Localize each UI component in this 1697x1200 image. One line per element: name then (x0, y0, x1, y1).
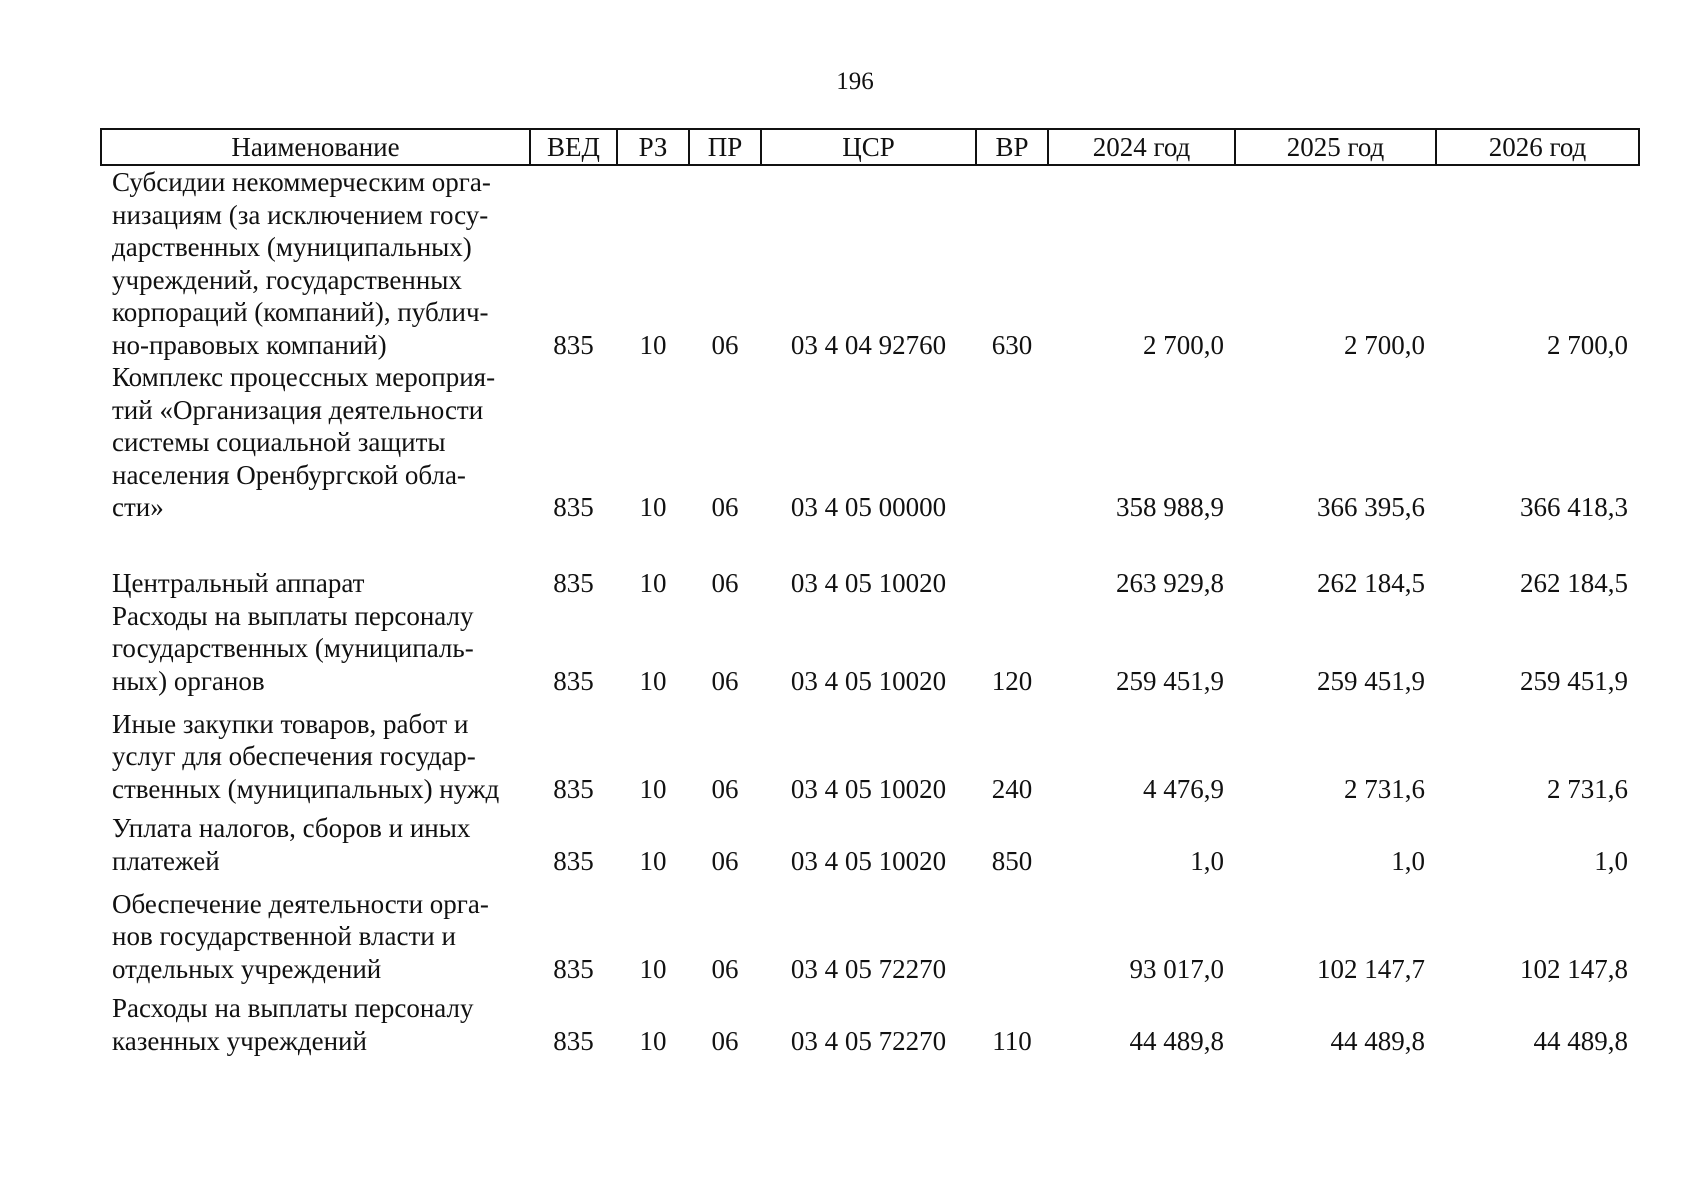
cell-pr: 06 (711, 665, 739, 696)
cell-vr (976, 361, 1048, 524)
table-body (101, 165, 1639, 1057)
cell-y2026: 102 147,8 (1520, 953, 1628, 984)
cell-y2024: 44 489,8 (1129, 1025, 1224, 1056)
cell-ved: 835 (553, 1025, 594, 1056)
cell-vr (976, 877, 1048, 985)
cell-y2025: 44 489,8 (1330, 1025, 1425, 1056)
header-2024: 2024 год (1048, 129, 1235, 165)
table-row (101, 361, 1639, 524)
cell-rz: 10 (639, 953, 667, 984)
cell-rz: 10 (639, 329, 667, 360)
header-pr: ПР (689, 129, 761, 165)
cell-y2026: 2 700,0 (1547, 329, 1628, 360)
cell-y2025: 102 147,7 (1317, 953, 1425, 984)
cell-y2025: 1,0 (1391, 845, 1425, 876)
table-row (101, 697, 1639, 805)
cell-name: Расходы на выплаты персоналу казенных учреждений (112, 993, 474, 1056)
cell-y2026: 259 451,9 (1520, 665, 1628, 696)
cell-csr: 03 4 04 92760 (790, 329, 947, 360)
cell-y2024: 4 476,9 (1143, 773, 1224, 804)
table-row (101, 600, 1639, 698)
cell-name: Субсидии некоммерческим орга- низациям (за исключением госу- дарственных (муниципальных) учреждений, государственных корпораций (компаний), публич- но-правовых компаний) (112, 167, 491, 360)
table-row (101, 165, 1639, 361)
cell-ved: 835 (553, 665, 594, 696)
cell-csr: 03 4 05 00000 (790, 492, 947, 522)
cell-y2026: 44 489,8 (1533, 1025, 1628, 1056)
cell-y2024: 1,0 (1190, 845, 1224, 876)
cell-rz: 10 (639, 665, 667, 696)
cell-ved: 835 (553, 568, 594, 598)
cell-y2025: 259 451,9 (1317, 665, 1425, 696)
cell-ved: 835 (553, 773, 594, 804)
cell-pr: 06 (711, 568, 739, 598)
cell-vr: 110 (992, 1025, 1032, 1056)
cell-csr: 03 4 05 72270 (790, 1025, 947, 1056)
cell-y2024: 263 929,8 (1116, 568, 1224, 598)
header-rz: РЗ (617, 129, 689, 165)
cell-pr: 06 (711, 773, 739, 804)
cell-rz: 10 (639, 773, 667, 804)
table-row (101, 524, 1639, 600)
cell-ved: 835 (553, 845, 594, 876)
table-row (101, 877, 1639, 985)
cell-y2025: 262 184,5 (1317, 568, 1425, 598)
header-csr: ЦСР (761, 129, 976, 165)
header-2026: 2026 год (1436, 129, 1639, 165)
cell-y2024: 259 451,9 (1116, 665, 1224, 696)
cell-csr: 03 4 05 10020 (790, 773, 947, 804)
cell-name: Комплекс процессных мероприя- тий «Организация деятельности системы социальной защиты населения Оренбургской обла- сти» (112, 362, 496, 522)
page-number: 196 (836, 68, 874, 95)
cell-csr: 03 4 05 10020 (790, 665, 947, 696)
cell-csr: 03 4 05 72270 (790, 953, 947, 984)
cell-y2026: 2 731,6 (1547, 773, 1628, 804)
cell-y2025: 366 395,6 (1317, 492, 1425, 522)
header-2025: 2025 год (1235, 129, 1436, 165)
cell-y2024: 358 988,9 (1116, 492, 1224, 522)
cell-ved: 835 (553, 492, 594, 522)
cell-vr (976, 524, 1048, 600)
cell-rz: 10 (639, 568, 667, 598)
cell-y2025: 2 731,6 (1344, 773, 1425, 804)
cell-csr: 03 4 05 10020 (790, 568, 947, 598)
cell-rz: 10 (639, 1025, 667, 1056)
cell-name: Уплата налогов, сборов и иных платежей (112, 813, 471, 876)
cell-ved: 835 (553, 953, 594, 984)
cell-name: Иные закупки товаров, работ и услуг для обеспечения государ- ственных (муниципальных) нужд (112, 708, 500, 804)
cell-rz: 10 (639, 492, 667, 522)
cell-pr: 06 (711, 953, 739, 984)
cell-pr: 06 (711, 492, 739, 522)
cell-pr: 06 (711, 1025, 739, 1056)
header-ved: ВЕД (530, 129, 617, 165)
header-vr: ВР (976, 129, 1048, 165)
cell-y2026: 262 184,5 (1520, 568, 1628, 598)
cell-vr: 240 (991, 773, 1033, 804)
header-name: Наименование (101, 129, 530, 165)
cell-ved: 835 (553, 329, 594, 360)
cell-vr: 850 (991, 845, 1033, 876)
cell-y2025: 2 700,0 (1344, 329, 1425, 360)
cell-y2026: 366 418,3 (1520, 492, 1628, 522)
cell-vr: 120 (991, 665, 1033, 696)
cell-y2026: 1,0 (1594, 845, 1628, 876)
cell-pr: 06 (711, 329, 739, 360)
cell-rz: 10 (639, 845, 667, 876)
cell-y2024: 2 700,0 (1143, 329, 1224, 360)
cell-pr: 06 (711, 845, 739, 876)
cell-vr: 630 (991, 329, 1033, 360)
table-row (101, 985, 1639, 1057)
budget-table (100, 128, 1640, 1057)
cell-y2024: 93 017,0 (1129, 953, 1224, 984)
cell-name: Центральный аппарат (112, 568, 365, 598)
cell-name: Расходы на выплаты персоналу государственных (муниципаль- ных) органов (112, 600, 474, 696)
table-header-row (101, 129, 1639, 165)
table-row (101, 805, 1639, 877)
cell-name: Обеспечение деятельности орга- нов государственной власти и отдельных учреждений (112, 888, 489, 984)
cell-csr: 03 4 05 10020 (790, 845, 947, 876)
